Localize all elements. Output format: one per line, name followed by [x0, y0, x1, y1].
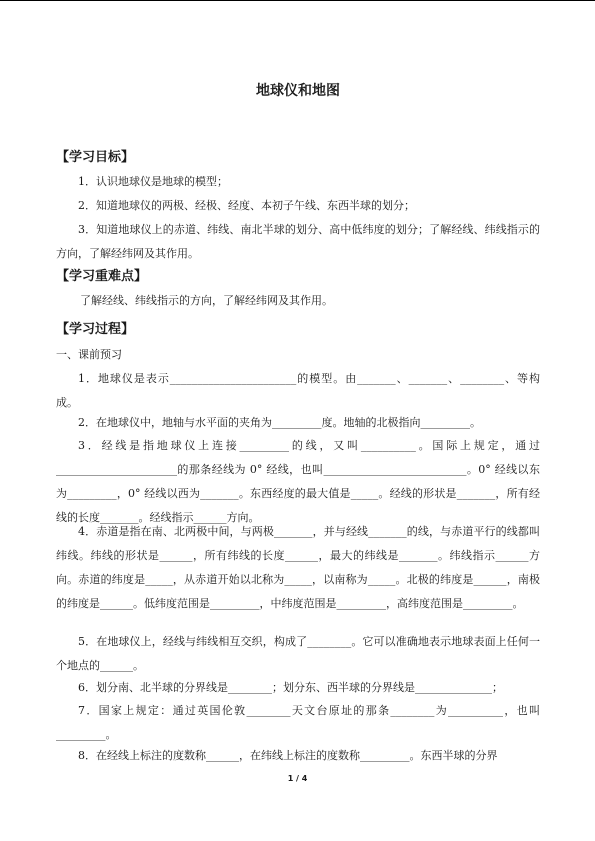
header-rule [0, 0, 595, 1]
preview-item-7: 7．国家上规定：通过英国伦敦________天文台原址的那条________为__________，也叫_________。 [56, 704, 540, 741]
preview-item-8: 8．在经线上标注的度数称______，在纬线上标注的度数称_________。东西半球的分界 [78, 749, 498, 762]
preview-item-4: 4．赤道是指在南、北两极中间，与两极_______，并与经线_______的线，与赤道平行的线都叫纬线。纬线的形状是______，所有纬线的长度______，最大的纬线是_______。纬线指示______方向。赤道的纬度是_____，从赤道开始以北称为_____，以南称为_____。北极的纬度是______，南极的纬度是______。低纬度范围是_________，中纬度范围是_________，高纬度范围是_________。 [56, 525, 540, 610]
section-goals-heading: 【学习目标】 [56, 150, 135, 165]
preview-item-1: 1．地球仪是表示_______________________的模型。由_______、_______、________、等构成。 [56, 372, 540, 409]
preview-item-3: 3．经线是指地球仪上连接_________的线，又叫__________。国际上规定，通过______________________的那条经线为 0° 经线，也叫__________________________。0° 经线以东为_________，0° 经线以西为_______。东西经度的最大值是_____。经线的形状是_______，所有经线的长度_______。经线指示______方向。 [56, 439, 540, 524]
preview-item-5: 5．在地球仪上，经线与纬线相互交织，构成了________。它可以准确地表示地球表面上任何一个地点的______。 [56, 635, 540, 672]
goal-item-1: 1．认识地球仪是地球的模型； [78, 175, 228, 188]
page-title: 地球仪和地图 [256, 83, 340, 99]
keypoint-text: 了解经线、纬线指示的方向，了解经纬网及其作用。 [80, 294, 333, 307]
section-keypoints-heading: 【学习重难点】 [56, 269, 148, 284]
section-process-heading: 【学习过程】 [56, 322, 135, 337]
goal-item-3: 3．知道地球仪上的赤道、纬线、南北半球的划分、高中低纬度的划分；了解经线、纬线指示的方向，了解经纬网及其作用。 [56, 223, 540, 260]
page-number: 1 / 4 [287, 774, 308, 783]
preview-item-6: 6．划分南、北半球的分界线是________；划分东、西半球的分界线是______________； [78, 681, 503, 694]
goal-item-2: 2．知道地球仪的两极、经极、经度、本初子午线、东西半球的划分； [78, 199, 415, 212]
preview-item-2: 2．在地球仪中，地轴与水平面的夹角为_________度。地轴的北极指向_________。 [78, 416, 481, 429]
process-subheading: 一、课前预习 [56, 348, 122, 361]
